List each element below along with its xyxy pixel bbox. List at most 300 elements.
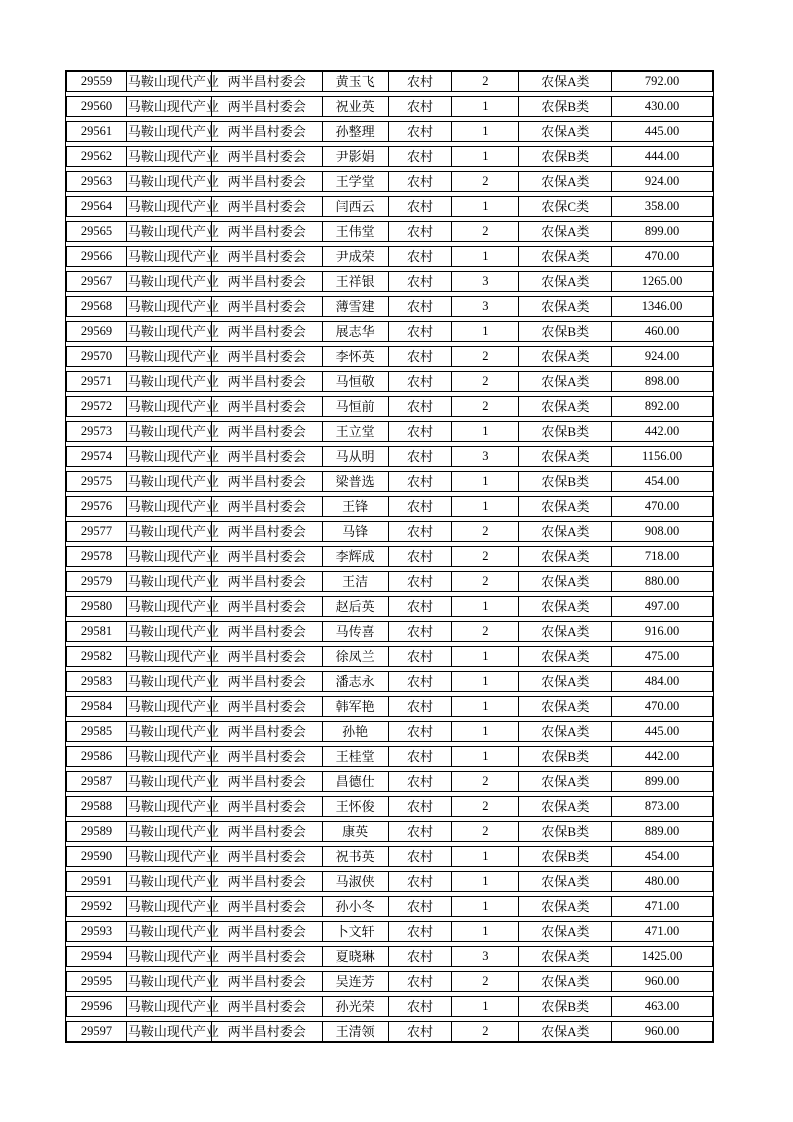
cell-village: 两半昌村委会 — [212, 897, 323, 916]
cell-id: 29594 — [67, 947, 127, 966]
table-row — [66, 196, 713, 217]
cell-amount: 889.00 — [644, 824, 680, 838]
cell-name: 卜文轩 — [323, 922, 389, 941]
table-row — [66, 346, 713, 367]
cell-village: 两半昌村委会 — [212, 397, 323, 416]
table-row — [66, 821, 713, 842]
cell-name: 吴连芳 — [323, 972, 389, 991]
cell-amount: 358.00 — [644, 199, 680, 213]
cell-category: 农保A类 — [519, 872, 612, 891]
cell-amount: 470.00 — [644, 499, 680, 513]
cell-company: 马鞍山现代产业 — [127, 199, 219, 214]
cell-company: 马鞍山现代产业 — [127, 874, 219, 889]
cell-type: 农村 — [389, 822, 453, 841]
cell-company: 马鞍山现代产业 — [127, 574, 219, 589]
cell-id: 29562 — [67, 147, 127, 166]
cell-company: 马鞍山现代产业 — [127, 124, 219, 139]
cell-id: 29597 — [67, 1022, 127, 1041]
cell-name: 马淑侠 — [323, 872, 389, 891]
cell-name: 李怀英 — [323, 347, 389, 366]
cell-name: 王怀俊 — [323, 797, 389, 816]
cell-village: 两半昌村委会 — [212, 697, 323, 716]
cell-name: 王锋 — [323, 497, 389, 516]
table-row — [66, 871, 713, 892]
cell-count: 2 — [452, 1022, 519, 1041]
cell-type: 农村 — [389, 672, 453, 691]
cell-type: 农村 — [389, 597, 453, 616]
cell-category: 农保B类 — [519, 822, 612, 841]
cell-village: 两半昌村委会 — [212, 1022, 323, 1041]
cell-amount: 1425.00 — [641, 949, 683, 963]
cell-id: 29575 — [67, 472, 127, 491]
cell-name: 孙艳 — [323, 722, 389, 741]
cell-count: 2 — [452, 72, 519, 91]
cell-type: 农村 — [389, 147, 453, 166]
cell-id: 29576 — [67, 497, 127, 516]
cell-company: 马鞍山现代产业 — [127, 749, 219, 764]
cell-amount: 899.00 — [644, 224, 680, 238]
cell-type: 农村 — [389, 97, 453, 116]
cell-village: 两半昌村委会 — [212, 622, 323, 641]
cell-village: 两半昌村委会 — [212, 722, 323, 741]
table-row — [66, 896, 713, 917]
cell-category: 农保B类 — [519, 997, 612, 1016]
cell-name: 韩军艳 — [323, 697, 389, 716]
cell-id: 29589 — [67, 822, 127, 841]
cell-amount: 792.00 — [644, 74, 680, 88]
cell-name: 王洁 — [323, 572, 389, 591]
cell-name: 马锋 — [323, 522, 389, 541]
cell-village: 两半昌村委会 — [212, 772, 323, 791]
cell-name: 夏晓琳 — [323, 947, 389, 966]
cell-amount: 484.00 — [644, 674, 680, 688]
cell-id: 29596 — [67, 997, 127, 1016]
cell-count: 1 — [452, 322, 519, 341]
cell-category: 农保A类 — [519, 697, 612, 716]
cell-company: 马鞍山现代产业 — [127, 1024, 219, 1039]
cell-name: 孙小冬 — [323, 897, 389, 916]
cell-id: 29564 — [67, 197, 127, 216]
cell-count: 2 — [452, 222, 519, 241]
table-row — [66, 646, 713, 667]
cell-category: 农保B类 — [519, 472, 612, 491]
table-row — [66, 746, 713, 767]
table-row — [66, 796, 713, 817]
cell-name: 王桂堂 — [323, 747, 389, 766]
cell-company: 马鞍山现代产业 — [127, 549, 219, 564]
cell-type: 农村 — [389, 547, 453, 566]
cell-name: 尹成荣 — [323, 247, 389, 266]
table-row — [66, 446, 713, 467]
cell-company: 马鞍山现代产业 — [127, 824, 219, 839]
cell-amount: 442.00 — [644, 424, 680, 438]
cell-name: 潘志永 — [323, 672, 389, 691]
cell-count: 1 — [452, 597, 519, 616]
cell-company: 马鞍山现代产业 — [127, 374, 219, 389]
cell-id: 29590 — [67, 847, 127, 866]
cell-village: 两半昌村委会 — [212, 972, 323, 991]
cell-amount: 430.00 — [644, 99, 680, 113]
cell-type: 农村 — [389, 447, 453, 466]
cell-category: 农保A类 — [519, 272, 612, 291]
cell-company: 马鞍山现代产业 — [127, 774, 219, 789]
cell-company: 马鞍山现代产业 — [127, 149, 219, 164]
cell-id: 29579 — [67, 572, 127, 591]
cell-type: 农村 — [389, 197, 453, 216]
cell-category: 农保A类 — [519, 922, 612, 941]
cell-company: 马鞍山现代产业 — [127, 649, 219, 664]
cell-category: 农保A类 — [519, 797, 612, 816]
cell-company: 马鞍山现代产业 — [127, 299, 219, 314]
table-row — [66, 996, 713, 1017]
cell-type: 农村 — [389, 622, 453, 641]
cell-id: 29561 — [67, 122, 127, 141]
cell-category: 农保A类 — [519, 397, 612, 416]
cell-village: 两半昌村委会 — [212, 847, 323, 866]
cell-count: 1 — [452, 897, 519, 916]
cell-id: 29587 — [67, 772, 127, 791]
cell-id: 29593 — [67, 922, 127, 941]
cell-village: 两半昌村委会 — [212, 122, 323, 141]
cell-count: 2 — [452, 972, 519, 991]
cell-company: 马鞍山现代产业 — [127, 249, 219, 264]
cell-amount: 873.00 — [644, 799, 680, 813]
cell-count: 1 — [452, 97, 519, 116]
cell-name: 祝业英 — [323, 97, 389, 116]
cell-company: 马鞍山现代产业 — [127, 424, 219, 439]
cell-type: 农村 — [389, 772, 453, 791]
cell-company: 马鞍山现代产业 — [127, 499, 219, 514]
cell-amount: 899.00 — [644, 774, 680, 788]
cell-village: 两半昌村委会 — [212, 547, 323, 566]
cell-type: 农村 — [389, 572, 453, 591]
cell-count: 3 — [452, 297, 519, 316]
cell-amount: 908.00 — [644, 524, 680, 538]
table-row — [66, 396, 713, 417]
cell-amount: 460.00 — [644, 324, 680, 338]
cell-id: 29592 — [67, 897, 127, 916]
cell-category: 农保B类 — [519, 422, 612, 441]
table-row — [66, 521, 713, 542]
table-row — [66, 321, 713, 342]
cell-type: 农村 — [389, 922, 453, 941]
cell-category: 农保A类 — [519, 72, 612, 91]
cell-name: 徐凤兰 — [323, 647, 389, 666]
table-row — [66, 296, 713, 317]
cell-village: 两半昌村委会 — [212, 822, 323, 841]
cell-count: 3 — [452, 947, 519, 966]
cell-name: 王祥银 — [323, 272, 389, 291]
cell-category: 农保A类 — [519, 622, 612, 641]
cell-category: 农保A类 — [519, 572, 612, 591]
cell-company: 马鞍山现代产业 — [127, 224, 219, 239]
cell-id: 29568 — [67, 297, 127, 316]
cell-type: 农村 — [389, 872, 453, 891]
table-row — [66, 146, 713, 167]
cell-count: 1 — [452, 122, 519, 141]
cell-company: 马鞍山现代产业 — [127, 674, 219, 689]
cell-amount: 445.00 — [644, 724, 680, 738]
cell-amount: 454.00 — [644, 849, 680, 863]
table-row — [66, 471, 713, 492]
cell-amount: 916.00 — [644, 624, 680, 638]
cell-amount: 471.00 — [644, 899, 680, 913]
cell-village: 两半昌村委会 — [212, 947, 323, 966]
cell-village: 两半昌村委会 — [212, 922, 323, 941]
table-row — [66, 71, 713, 92]
cell-name: 梁普选 — [323, 472, 389, 491]
cell-category: 农保A类 — [519, 372, 612, 391]
cell-category: 农保A类 — [519, 547, 612, 566]
cell-count: 1 — [452, 197, 519, 216]
cell-amount: 892.00 — [644, 399, 680, 413]
cell-company: 马鞍山现代产业 — [127, 974, 219, 989]
cell-village: 两半昌村委会 — [212, 247, 323, 266]
cell-name: 黄玉飞 — [323, 72, 389, 91]
cell-category: 农保A类 — [519, 1022, 612, 1041]
cell-name: 赵后英 — [323, 597, 389, 616]
cell-company: 马鞍山现代产业 — [127, 724, 219, 739]
cell-type: 农村 — [389, 247, 453, 266]
cell-amount: 463.00 — [644, 999, 680, 1013]
cell-id: 29566 — [67, 247, 127, 266]
cell-company: 马鞍山现代产业 — [127, 274, 219, 289]
table-row — [66, 571, 713, 592]
cell-village: 两半昌村委会 — [212, 572, 323, 591]
cell-company: 马鞍山现代产业 — [127, 399, 219, 414]
cell-count: 3 — [452, 447, 519, 466]
cell-village: 两半昌村委会 — [212, 72, 323, 91]
cell-count: 1 — [452, 647, 519, 666]
cell-id: 29578 — [67, 547, 127, 566]
cell-company: 马鞍山现代产业 — [127, 99, 219, 114]
cell-name: 王清领 — [323, 1022, 389, 1041]
cell-count: 1 — [452, 147, 519, 166]
cell-village: 两半昌村委会 — [212, 872, 323, 891]
cell-company: 马鞍山现代产业 — [127, 74, 219, 89]
cell-id: 29570 — [67, 347, 127, 366]
cell-type: 农村 — [389, 122, 453, 141]
cell-count: 2 — [452, 772, 519, 791]
cell-amount: 470.00 — [644, 699, 680, 713]
cell-name: 薄雪建 — [323, 297, 389, 316]
cell-type: 农村 — [389, 497, 453, 516]
cell-category: 农保B类 — [519, 847, 612, 866]
cell-category: 农保B类 — [519, 97, 612, 116]
cell-name: 王伟堂 — [323, 222, 389, 241]
cell-count: 2 — [452, 347, 519, 366]
cell-name: 马传喜 — [323, 622, 389, 641]
cell-count: 1 — [452, 722, 519, 741]
cell-name: 展志华 — [323, 322, 389, 341]
cell-type: 农村 — [389, 522, 453, 541]
cell-type: 农村 — [389, 422, 453, 441]
table-row — [66, 421, 713, 442]
cell-amount: 445.00 — [644, 124, 680, 138]
cell-village: 两半昌村委会 — [212, 597, 323, 616]
cell-id: 29560 — [67, 97, 127, 116]
cell-category: 农保A类 — [519, 947, 612, 966]
cell-type: 农村 — [389, 747, 453, 766]
cell-id: 29569 — [67, 322, 127, 341]
cell-company: 马鞍山现代产业 — [127, 349, 219, 364]
cell-id: 29573 — [67, 422, 127, 441]
cell-company: 马鞍山现代产业 — [127, 324, 219, 339]
cell-village: 两半昌村委会 — [212, 297, 323, 316]
cell-type: 农村 — [389, 647, 453, 666]
table-row — [66, 771, 713, 792]
records-table — [65, 70, 714, 1043]
cell-id: 29588 — [67, 797, 127, 816]
table-row — [66, 371, 713, 392]
cell-type: 农村 — [389, 172, 453, 191]
cell-count: 2 — [452, 397, 519, 416]
cell-category: 农保A类 — [519, 597, 612, 616]
cell-count: 1 — [452, 672, 519, 691]
table-row — [66, 496, 713, 517]
cell-count: 2 — [452, 547, 519, 566]
cell-type: 农村 — [389, 947, 453, 966]
cell-category: 农保A类 — [519, 347, 612, 366]
table-row — [66, 271, 713, 292]
cell-name: 孙整理 — [323, 122, 389, 141]
table-row — [66, 696, 713, 717]
cell-amount: 898.00 — [644, 374, 680, 388]
cell-id: 29572 — [67, 397, 127, 416]
cell-village: 两半昌村委会 — [212, 172, 323, 191]
cell-id: 29567 — [67, 272, 127, 291]
cell-category: 农保B类 — [519, 147, 612, 166]
table-row — [66, 121, 713, 142]
cell-count: 3 — [452, 272, 519, 291]
cell-company: 马鞍山现代产业 — [127, 524, 219, 539]
cell-amount: 442.00 — [644, 749, 680, 763]
cell-type: 农村 — [389, 1022, 453, 1041]
cell-count: 1 — [452, 697, 519, 716]
cell-name: 昌德仕 — [323, 772, 389, 791]
cell-village: 两半昌村委会 — [212, 747, 323, 766]
cell-count: 2 — [452, 172, 519, 191]
cell-category: 农保A类 — [519, 222, 612, 241]
table-row — [66, 546, 713, 567]
cell-village: 两半昌村委会 — [212, 347, 323, 366]
cell-amount: 924.00 — [644, 349, 680, 363]
cell-village: 两半昌村委会 — [212, 272, 323, 291]
table-row — [66, 221, 713, 242]
cell-type: 农村 — [389, 722, 453, 741]
cell-id: 29581 — [67, 622, 127, 641]
table-row — [66, 971, 713, 992]
cell-count: 2 — [452, 622, 519, 641]
cell-id: 29586 — [67, 747, 127, 766]
cell-name: 王学堂 — [323, 172, 389, 191]
cell-amount: 475.00 — [644, 649, 680, 663]
table-row — [66, 846, 713, 867]
cell-type: 农村 — [389, 797, 453, 816]
table-row — [66, 1021, 713, 1042]
cell-village: 两半昌村委会 — [212, 97, 323, 116]
cell-name: 尹影娟 — [323, 147, 389, 166]
cell-amount: 480.00 — [644, 874, 680, 888]
cell-category: 农保A类 — [519, 972, 612, 991]
cell-village: 两半昌村委会 — [212, 372, 323, 391]
cell-name: 李辉成 — [323, 547, 389, 566]
cell-amount: 444.00 — [644, 149, 680, 163]
cell-type: 农村 — [389, 222, 453, 241]
cell-category: 农保A类 — [519, 247, 612, 266]
cell-type: 农村 — [389, 372, 453, 391]
table-row — [66, 246, 713, 267]
table-row — [66, 946, 713, 967]
cell-company: 马鞍山现代产业 — [127, 474, 219, 489]
cell-id: 29559 — [67, 72, 127, 91]
cell-id: 29585 — [67, 722, 127, 741]
cell-village: 两半昌村委会 — [212, 647, 323, 666]
cell-count: 1 — [452, 472, 519, 491]
cell-id: 29591 — [67, 872, 127, 891]
cell-category: 农保A类 — [519, 122, 612, 141]
cell-name: 王立堂 — [323, 422, 389, 441]
cell-count: 1 — [452, 922, 519, 941]
cell-amount: 960.00 — [644, 1024, 680, 1038]
table-row — [66, 671, 713, 692]
cell-id: 29584 — [67, 697, 127, 716]
cell-village: 两半昌村委会 — [212, 672, 323, 691]
cell-type: 农村 — [389, 972, 453, 991]
cell-name: 马从明 — [323, 447, 389, 466]
cell-type: 农村 — [389, 697, 453, 716]
cell-village: 两半昌村委会 — [212, 522, 323, 541]
table-row — [66, 171, 713, 192]
cell-id: 29563 — [67, 172, 127, 191]
cell-type: 农村 — [389, 397, 453, 416]
cell-category: 农保A类 — [519, 647, 612, 666]
cell-village: 两半昌村委会 — [212, 472, 323, 491]
cell-type: 农村 — [389, 297, 453, 316]
cell-company: 马鞍山现代产业 — [127, 599, 219, 614]
cell-type: 农村 — [389, 472, 453, 491]
cell-count: 1 — [452, 997, 519, 1016]
cell-amount: 1346.00 — [641, 299, 683, 313]
cell-id: 29595 — [67, 972, 127, 991]
cell-type: 农村 — [389, 272, 453, 291]
cell-category: 农保A类 — [519, 522, 612, 541]
cell-name: 马恒前 — [323, 397, 389, 416]
cell-id: 29577 — [67, 522, 127, 541]
cell-amount: 471.00 — [644, 924, 680, 938]
cell-name: 祝书英 — [323, 847, 389, 866]
cell-amount: 880.00 — [644, 574, 680, 588]
cell-count: 2 — [452, 822, 519, 841]
cell-company: 马鞍山现代产业 — [127, 799, 219, 814]
table-row — [66, 921, 713, 942]
cell-type: 农村 — [389, 897, 453, 916]
cell-count: 2 — [452, 797, 519, 816]
cell-company: 马鞍山现代产业 — [127, 449, 219, 464]
cell-name: 马恒敬 — [323, 372, 389, 391]
cell-count: 1 — [452, 497, 519, 516]
cell-category: 农保A类 — [519, 722, 612, 741]
cell-id: 29574 — [67, 447, 127, 466]
cell-count: 1 — [452, 247, 519, 266]
cell-village: 两半昌村委会 — [212, 197, 323, 216]
cell-id: 29582 — [67, 647, 127, 666]
cell-amount: 497.00 — [644, 599, 680, 613]
cell-company: 马鞍山现代产业 — [127, 924, 219, 939]
cell-category: 农保C类 — [519, 197, 612, 216]
cell-category: 农保A类 — [519, 672, 612, 691]
cell-type: 农村 — [389, 847, 453, 866]
